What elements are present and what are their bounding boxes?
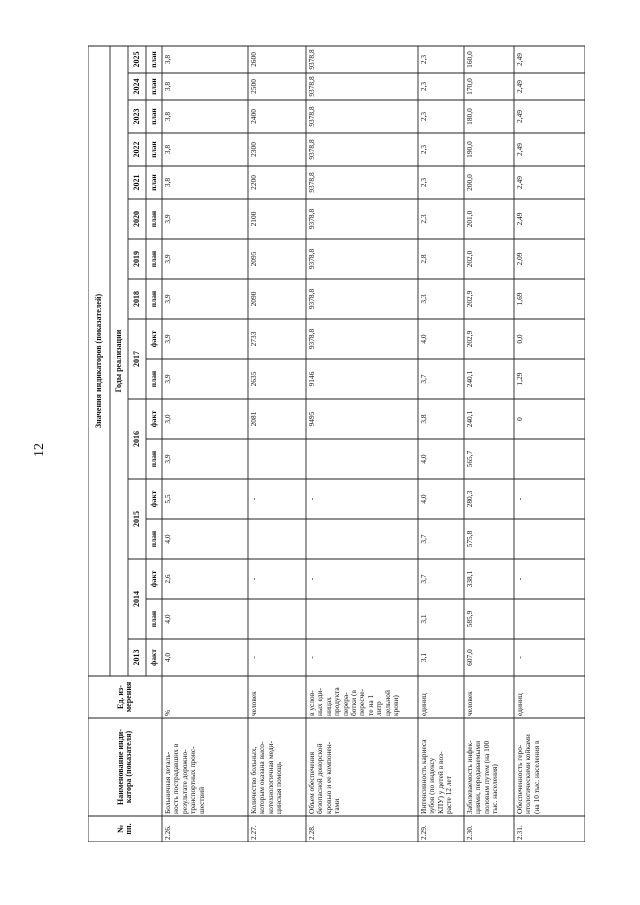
- row-value: 170,0: [465, 78, 474, 95]
- header-subcol: факт: [148, 330, 158, 348]
- row-name: Больничная леталь- ность пострадавших в результате дорожно- транспортных проис- шествий: [163, 743, 206, 814]
- row-value: 565,7: [465, 450, 474, 468]
- row-value: 2,49: [515, 53, 524, 66]
- header-year-2016: 2016: [131, 431, 141, 447]
- row-value: -: [249, 577, 258, 581]
- header-subcol: план: [148, 141, 158, 158]
- header-name: Наименование инди- катора (показателя): [115, 729, 133, 805]
- row-value: 575,8: [465, 530, 474, 548]
- row-value: 3,7: [419, 574, 428, 584]
- header-subcol: план: [148, 610, 158, 628]
- row-value: 2,3: [419, 111, 428, 122]
- header-year-2017: 2017: [131, 351, 141, 367]
- row-value: -: [249, 656, 258, 659]
- row-name: Количество больных, которым оказана высо- котехнологичная меди- цинская помощь: [249, 740, 284, 814]
- header-year-2024: 2024: [131, 78, 141, 95]
- header-unit: Ед. из- мерения: [115, 681, 133, 713]
- row-value: [248, 439, 270, 479]
- header-subcol: план: [148, 174, 158, 191]
- row-value: 3,7: [419, 534, 428, 544]
- row-value: 9378,8: [307, 288, 316, 310]
- row-value: 180,0: [465, 108, 474, 125]
- row-unit: человек: [465, 691, 474, 716]
- row-value: 3,9: [163, 294, 172, 304]
- row-value: 202,9: [465, 330, 474, 348]
- row-value: [514, 599, 536, 639]
- row-value: 2,49: [515, 212, 524, 226]
- header-subcol: факт: [148, 490, 158, 508]
- header-year-2019: 2019: [131, 251, 141, 267]
- row-value: 2,09: [515, 252, 524, 266]
- row-value: 9378,8: [307, 49, 316, 70]
- row-value: 2635: [249, 371, 258, 387]
- row-value: 1,69: [515, 292, 524, 306]
- row-value: 4,0: [163, 534, 172, 544]
- row-value: 200,0: [465, 174, 474, 191]
- row-value: -: [307, 656, 316, 659]
- row-value: 3,8: [163, 177, 172, 188]
- row-unit: человек: [249, 691, 258, 716]
- row-value: 3,8: [163, 111, 172, 122]
- row-value: 3,9: [163, 214, 172, 224]
- row-value: 9146: [307, 371, 316, 387]
- header-subcol: план: [148, 530, 158, 548]
- row-value: 2,3: [419, 214, 428, 224]
- row-value: 280,3: [465, 490, 474, 508]
- row-value: 3,8: [163, 54, 172, 65]
- row-value: 4,0: [419, 334, 428, 344]
- row-num: 2.26.: [163, 825, 172, 840]
- row-name: Объем обеспечения безопасной донорской кровью и ее компонен- тами: [307, 741, 342, 814]
- row-value: 3,1: [419, 652, 428, 663]
- header-subcol: факт: [148, 570, 158, 588]
- row-num: 2.30.: [465, 825, 474, 840]
- header-year-2022: 2022: [131, 141, 141, 158]
- rotated-table-area: [88, 22, 585, 842]
- header-year-2021: 2021: [131, 174, 141, 191]
- row-value: 9378,8: [307, 139, 316, 160]
- row-value: 3,8: [163, 81, 172, 92]
- row-name: Интенсивность кариеса зубов (по индексу КПУ) у детей в воз- расте 12 лет: [419, 739, 454, 814]
- row-value: 3,3: [419, 294, 428, 304]
- row-value: 4,0: [163, 614, 172, 624]
- header-subcol: план: [148, 78, 158, 95]
- row-value: 338,1: [465, 570, 474, 588]
- row-value: -: [515, 497, 524, 501]
- row-value: 2081: [249, 411, 258, 427]
- row-value: 2200: [249, 175, 258, 190]
- row-value: 2,49: [515, 143, 524, 156]
- row-value: 4,0: [419, 494, 428, 504]
- row-value: 2,49: [515, 110, 524, 123]
- row-value: 4,0: [163, 652, 172, 663]
- row-unit: единиц: [515, 693, 524, 716]
- row-value: 3,8: [163, 144, 172, 155]
- row-value: 2,49: [515, 80, 524, 93]
- header-year-2015: 2015: [131, 511, 141, 527]
- row-value: 3,8: [419, 414, 428, 424]
- row-value: 2,8: [419, 254, 428, 264]
- row-value: 2,3: [419, 177, 428, 188]
- row-value: 2,3: [419, 54, 428, 65]
- header-subcol: план: [148, 370, 158, 388]
- row-value: -: [307, 497, 316, 501]
- row-value: 240,1: [465, 410, 474, 428]
- row-num: 2.31.: [515, 825, 524, 840]
- row-value: 202,9: [465, 290, 474, 308]
- header-year-2018: 2018: [131, 291, 141, 307]
- header-values-group: Значения индикаторов (показателей): [93, 293, 103, 429]
- row-value: 9378,8: [307, 208, 316, 230]
- row-value: [306, 599, 328, 639]
- header-year-2023: 2023: [131, 108, 141, 125]
- row-value: 9378,8: [307, 76, 316, 97]
- row-value: [306, 439, 328, 479]
- row-value: 9495: [307, 411, 316, 427]
- row-value: 202,0: [465, 250, 474, 268]
- row-unit: %: [163, 709, 172, 716]
- row-value: 160,0: [465, 51, 474, 68]
- row-value: 2600: [249, 52, 258, 67]
- header-num: № пп.: [115, 823, 133, 835]
- row-value: 3,1: [419, 614, 428, 624]
- header-year-2013: 2013: [131, 649, 141, 666]
- row-value: 3,9: [163, 454, 172, 464]
- indicators-table: [88, 22, 585, 842]
- header-year-2014: 2014: [131, 591, 141, 607]
- row-value: 3,0: [163, 414, 172, 424]
- row-value: 240,1: [465, 370, 474, 388]
- row-value: 0: [515, 417, 524, 421]
- row-value: 3,9: [163, 334, 172, 344]
- row-value: 607,0: [465, 649, 474, 666]
- row-value: 3,9: [163, 254, 172, 264]
- row-value: 1,29: [515, 372, 524, 386]
- row-name: Обеспеченность геро- нтологическими койками (на 10 тыс. населения в: [515, 734, 541, 814]
- header-subcol: план: [148, 210, 158, 228]
- row-value: 190,0: [465, 141, 474, 158]
- row-value: [248, 519, 270, 559]
- header-subcol: план: [148, 108, 158, 125]
- row-value: 2090: [249, 291, 258, 307]
- row-value: -: [515, 656, 524, 659]
- row-value: -: [249, 497, 258, 501]
- row-value: 2300: [249, 142, 258, 157]
- header-subcol: план: [148, 290, 158, 308]
- row-value: [514, 519, 536, 559]
- header-subcol: план: [148, 450, 158, 468]
- page-number: 12: [32, 443, 47, 457]
- row-value: [514, 439, 536, 479]
- row-name: Заболеваемость инфек- циями, передаваемыми половым путем (на 100 тыс. населения): [465, 740, 500, 814]
- row-value: -: [515, 577, 524, 581]
- row-value: 2733: [249, 331, 258, 347]
- row-unit: единиц: [419, 693, 428, 716]
- row-value: 2,6: [163, 574, 172, 584]
- header-years-group: Годы реализации: [113, 329, 123, 393]
- row-value: 9378,8: [307, 328, 316, 350]
- row-value: 2500: [249, 79, 258, 94]
- row-value: 2,49: [515, 176, 524, 189]
- row-value: 4,0: [419, 454, 428, 464]
- row-value: 2100: [249, 211, 258, 227]
- row-value: 5,5: [163, 494, 172, 504]
- header-year-2025: 2025: [131, 51, 141, 68]
- row-num: 2.27.: [249, 825, 258, 840]
- row-value: 9378,8: [307, 106, 316, 127]
- row-value: 9378,8: [307, 248, 316, 270]
- row-value: 2095: [249, 251, 258, 267]
- row-value: -: [307, 577, 316, 581]
- row-value: 2,3: [419, 81, 428, 92]
- row-value: 0,0: [515, 334, 524, 344]
- header-year-2020: 2020: [131, 211, 141, 227]
- row-num: 2.28.: [307, 825, 316, 840]
- row-value: 3,7: [419, 374, 428, 384]
- row-value: 201,0: [465, 210, 474, 228]
- header-subcol: план: [148, 51, 158, 68]
- row-num: 2.29.: [419, 825, 428, 840]
- header-subcol: план: [148, 250, 158, 268]
- row-value: 9378,8: [307, 172, 316, 193]
- row-value: 585,9: [465, 610, 474, 628]
- row-value: 2,3: [419, 144, 428, 155]
- row-value: [248, 599, 270, 639]
- header-subcol: факт: [148, 649, 158, 666]
- row-value: [306, 519, 328, 559]
- row-value: 3,9: [163, 374, 172, 384]
- row-value: 2400: [249, 109, 258, 124]
- header-subcol: факт: [148, 410, 158, 428]
- row-unit: в услов- ных еди- ницах продукта перера- ботки (в пересче- те на 1 литр цельной крови): [307, 687, 401, 716]
